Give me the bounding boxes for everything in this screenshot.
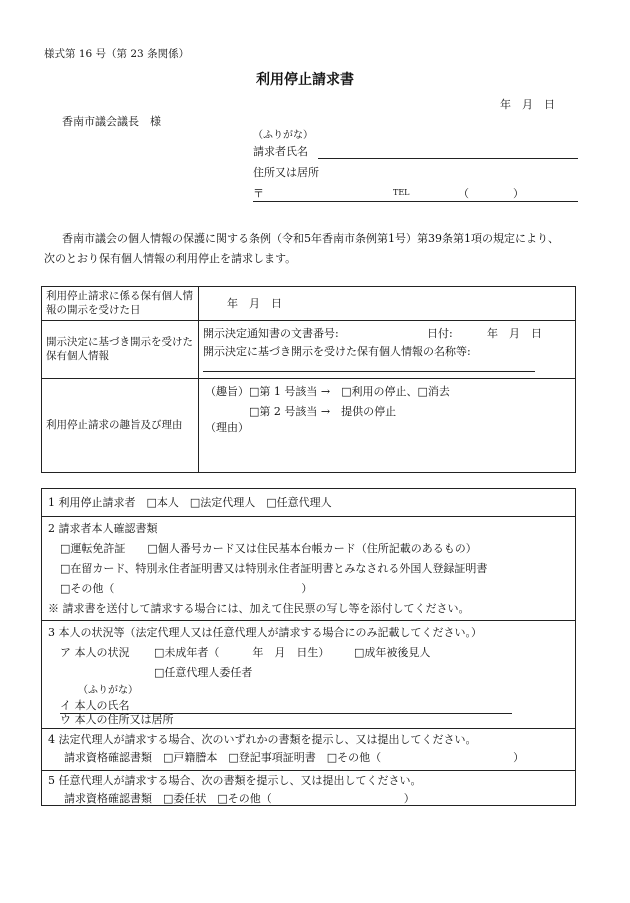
- row2-info-name-field[interactable]: [203, 371, 535, 372]
- section4-line[interactable]: 請求資格確認書類 □戸籍謄本 □登記事項証明書 □その他（ ）: [64, 751, 525, 764]
- section1: [42, 489, 575, 517]
- section1-text[interactable]: 1 利用停止請求者 □本人 □法定代理人 □任意代理人: [48, 496, 332, 509]
- addressee: 香南市議会議長 様: [62, 115, 161, 128]
- furigana-label: （ふりがな）: [253, 130, 313, 141]
- section4: [42, 729, 575, 771]
- section3-name-label: イ 本人の氏名: [60, 699, 130, 712]
- form-number: 様式第 16 号（第 23 条関係）: [44, 48, 190, 60]
- requester-name-label: 請求者氏名: [253, 145, 308, 158]
- section3-status-minor[interactable]: □未成年者（ 年 月 日生）: [154, 646, 330, 659]
- row3-reason-label: （理由）: [205, 421, 249, 434]
- address-label: 住所又は居所: [253, 166, 319, 179]
- section5-heading: 5 任意代理人が請求する場合、次の書類を提示し、又は提出してください。: [48, 774, 422, 787]
- row2-doc-number-label: 開示決定通知書の文書番号:: [203, 327, 339, 340]
- row1-value: 年 月 日: [227, 296, 282, 310]
- row2-label-cell: [42, 321, 199, 379]
- row3-value-cell[interactable]: [199, 379, 576, 473]
- requester-name-field[interactable]: [318, 158, 578, 159]
- tel-mark: TEL: [393, 188, 410, 197]
- row2-value-cell[interactable]: [199, 321, 576, 379]
- section3-furigana: （ふりがな）: [78, 685, 138, 696]
- section3: [42, 621, 575, 729]
- section5: [42, 771, 575, 809]
- section2-line2[interactable]: □在留カード、特別永住者証明書又は特別永住者証明書とみなされる外国人登録証明書: [60, 562, 488, 575]
- section2-heading: 2 請求者本人確認書類: [48, 522, 158, 535]
- section3-heading: 3 本人の状況等（法定代理人又は任意代理人が請求する場合にのみ記載してください。）: [48, 626, 482, 639]
- row3-purpose-line2: □第 2 号該当 → 提供の停止: [249, 405, 397, 418]
- section2-line1[interactable]: □運転免許証 □個人番号カード又は住民基本台帳カード（住所記載のあるもの）: [60, 542, 477, 555]
- row1-label-cell: [42, 287, 199, 321]
- row3-purpose-line1: （趣旨）□第 1 号該当 → □利用の停止、□消去: [205, 385, 450, 398]
- section3-status-adult[interactable]: □成年被後見人: [354, 646, 431, 659]
- row3-label: 利用停止請求の趣旨及び理由: [46, 418, 183, 431]
- body-text-line1: 香南市議会の個人情報の保護に関する条例（令和5年香南市条例第1号）第39条第1項の規定により、: [62, 232, 559, 245]
- row3-label-cell: [42, 379, 199, 473]
- section3-address-label: ウ 本人の住所又は居所: [60, 713, 174, 726]
- row2-info-name-label: 開示決定に基づき開示を受けた保有個人情報の名称等:: [203, 345, 471, 358]
- body-text-line2: 次のとおり保有個人情報の利用停止を請求します。: [44, 252, 297, 265]
- date-placeholder: 年 月 日: [500, 98, 555, 111]
- row1-label: 利用停止請求に係る保有個人情報の開示を受けた日: [46, 290, 193, 316]
- section4-heading: 4 法定代理人が請求する場合、次のいずれかの書類を提示し、又は提出してください。: [48, 733, 477, 746]
- section2-line3[interactable]: □その他（ ）: [60, 582, 313, 595]
- tel-paren: （ ）: [458, 187, 524, 200]
- section2: [42, 517, 575, 621]
- requester-details-box: [41, 488, 576, 806]
- address-field[interactable]: [253, 201, 578, 202]
- row2-date-label: 日付:: [427, 327, 453, 340]
- row2-date-value: 年 月 日: [487, 327, 542, 340]
- row2-label: 開示決定に基づき開示を受けた保有個人情報: [46, 336, 193, 362]
- request-table: [41, 286, 576, 473]
- page-title: 利用停止請求書: [256, 72, 354, 88]
- section3-status-agent[interactable]: □任意代理人委任者: [154, 666, 253, 679]
- section3-status-label: ア 本人の状況: [60, 646, 130, 659]
- section5-line[interactable]: 請求資格確認書類 □委任状 □その他（ ）: [64, 792, 415, 805]
- row1-value-cell[interactable]: [199, 287, 576, 321]
- section2-note: ※ 請求書を送付して請求する場合には、加えて住民票の写し等を添付してください。: [48, 602, 470, 615]
- postal-mark: 〒: [253, 187, 264, 200]
